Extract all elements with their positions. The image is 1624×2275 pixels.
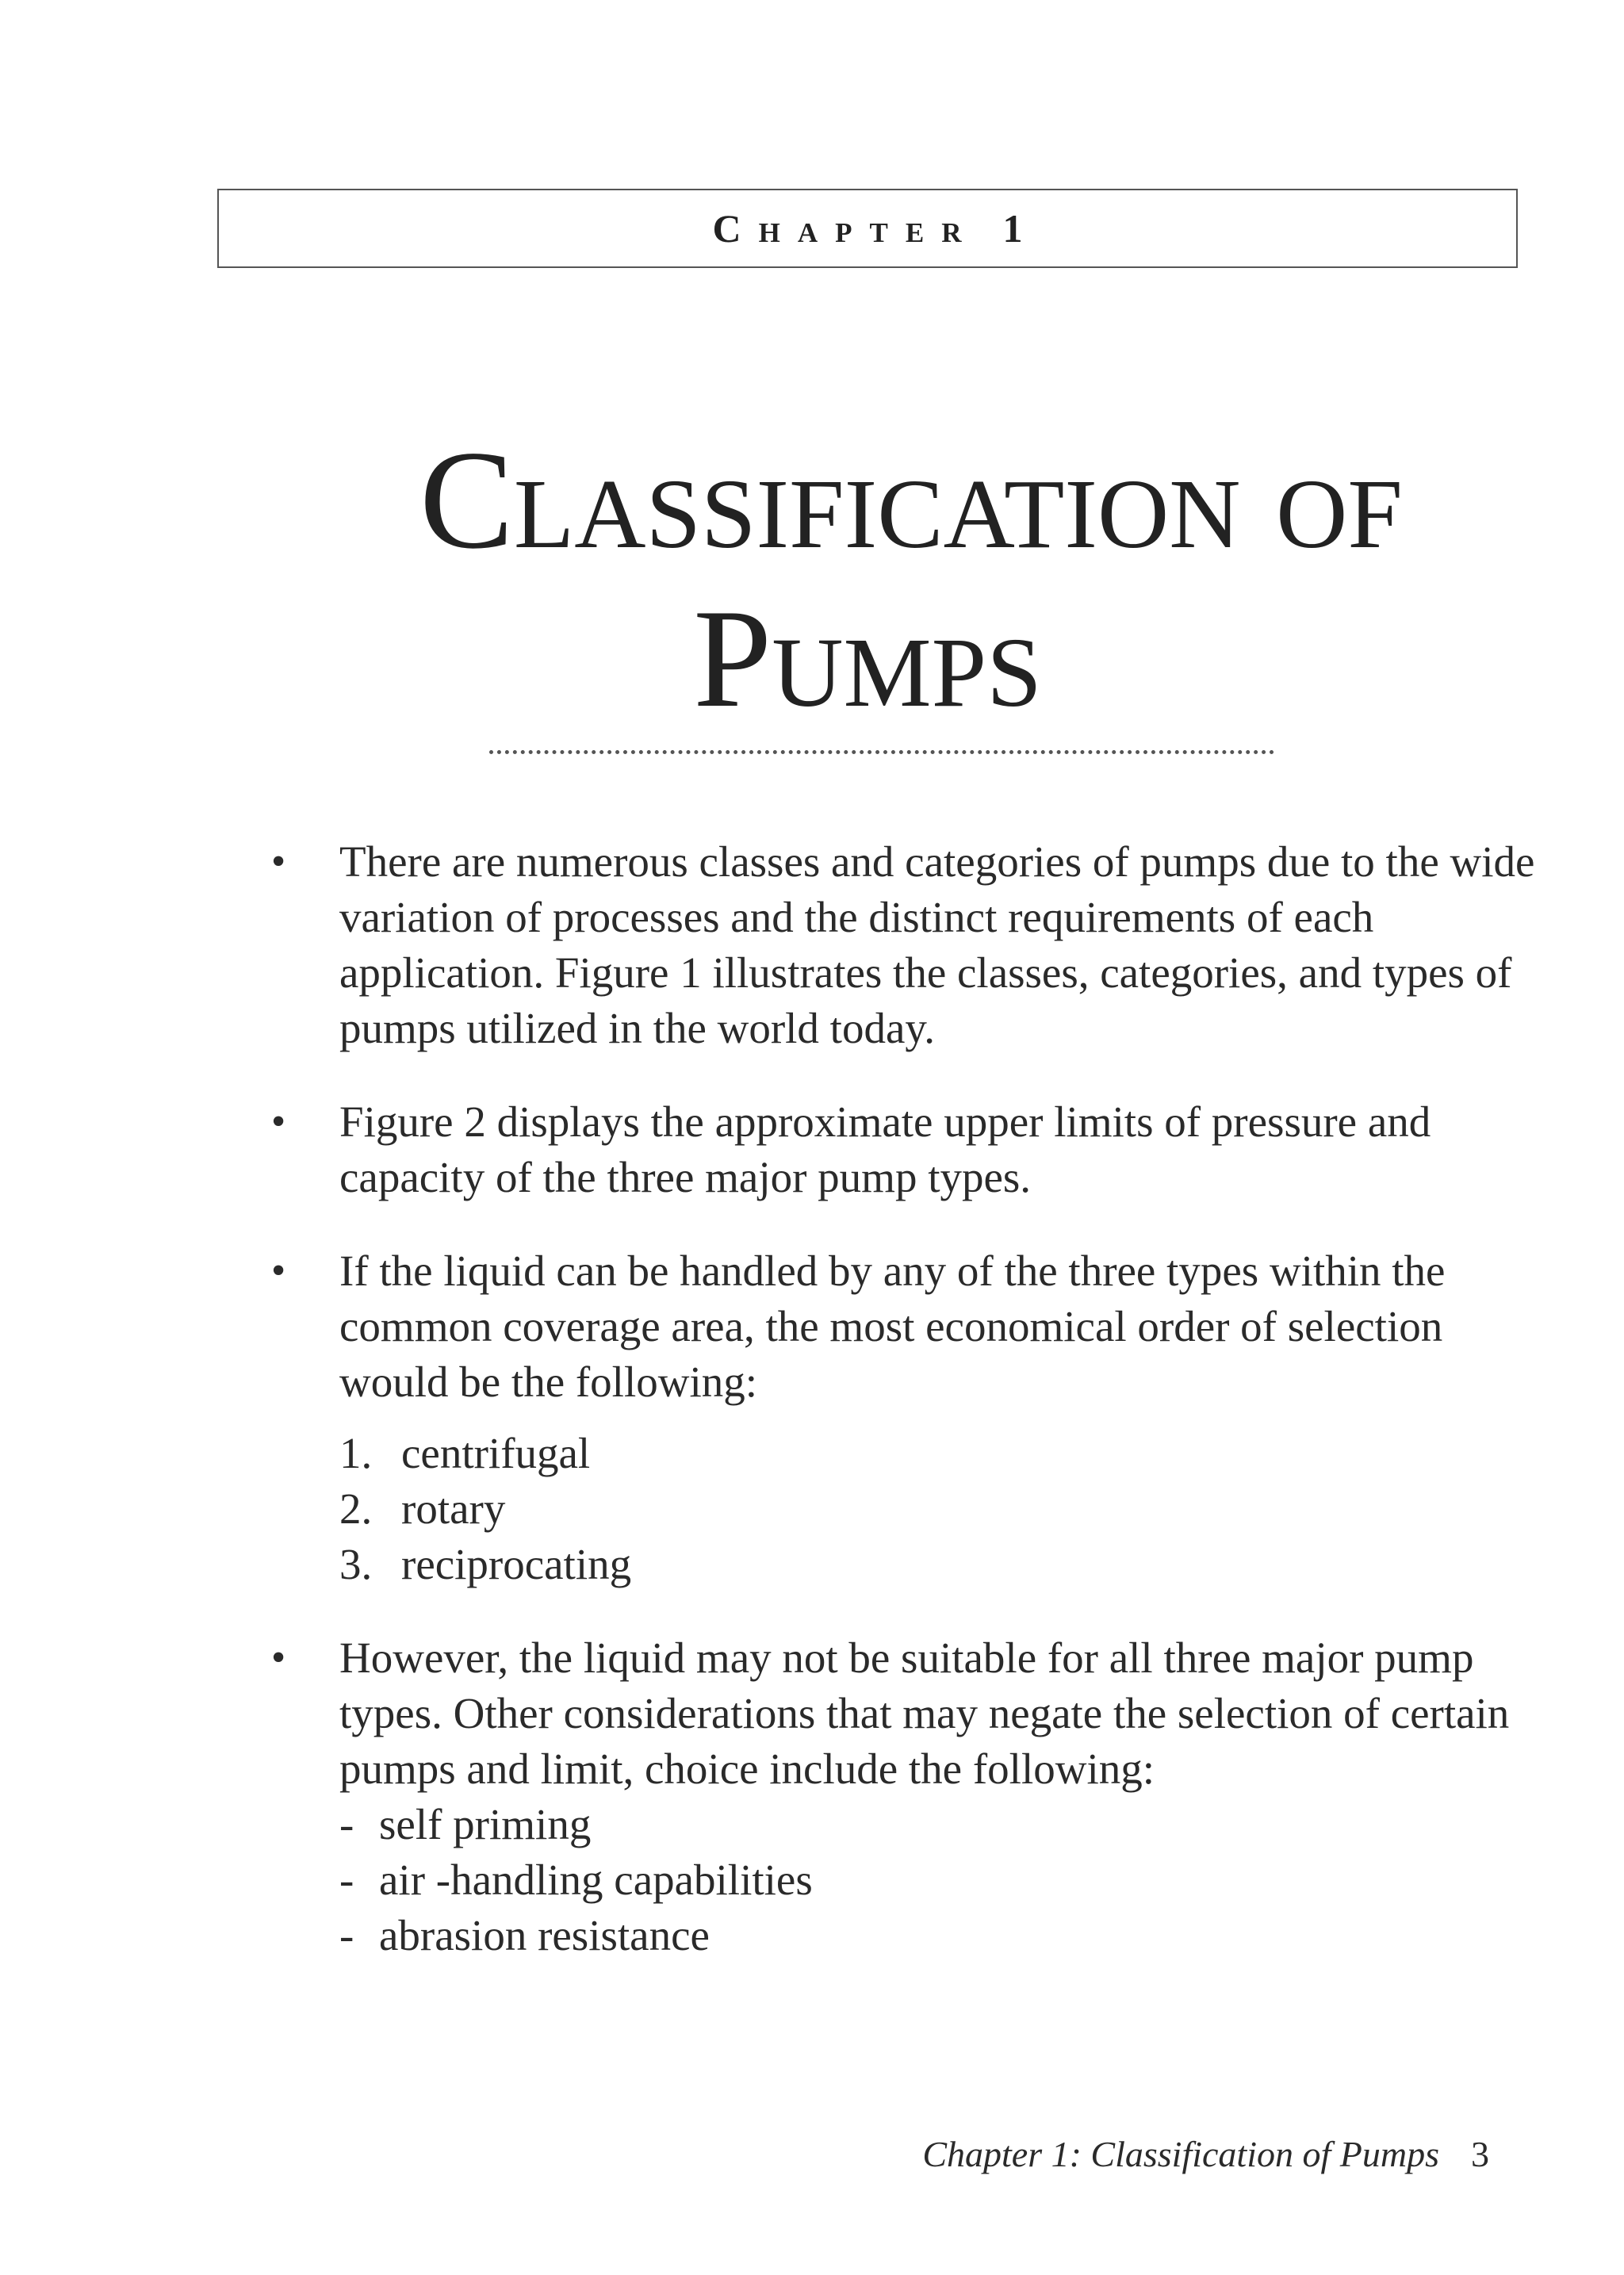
- dashed-list-item: [339, 1852, 1546, 1908]
- list-number: 2.: [339, 1484, 373, 1533]
- list-item-text: air -handling capabilities: [379, 1856, 813, 1904]
- running-head: Chapter 1: Classification of Pumps: [922, 2134, 1439, 2174]
- numbered-list-item: [339, 1481, 1546, 1537]
- dash-marker: -: [339, 1911, 354, 1959]
- list-item-text: centrifugal: [401, 1429, 591, 1477]
- bullet-icon: •: [271, 1635, 286, 1680]
- bullet-item: [262, 1243, 1546, 1592]
- dash-marker: -: [339, 1800, 354, 1848]
- bullet-item: [262, 1094, 1546, 1205]
- numbered-list: [339, 1426, 1546, 1592]
- bullet-text: If the liquid can be handled by any of the three types within the common coverage area, the most economical order of selection would be the following:: [339, 1247, 1446, 1406]
- dashed-list-item: [339, 1908, 1546, 1963]
- bullet-item: [262, 1630, 1546, 1963]
- bullet-icon: •: [271, 1099, 286, 1144]
- bullet-text: However, the liquid may not be suitable for all three major pump types. Other considerations that may negate the selection of certain pumps and limit, choice include the following:: [339, 1633, 1510, 1793]
- chapter-word: Chapter: [712, 206, 979, 251]
- list-item-text: rotary: [401, 1484, 506, 1533]
- page-footer: [922, 2133, 1489, 2175]
- chapter-label: [713, 205, 1023, 251]
- dash-marker: -: [339, 1856, 354, 1904]
- list-number: 1.: [339, 1429, 373, 1477]
- bullet-text: Figure 2 displays the approximate upper limits of pressure and capacity of the three major pump types.: [339, 1097, 1431, 1201]
- bullet-icon: •: [271, 1248, 286, 1293]
- dashed-list: [339, 1797, 1546, 1963]
- list-item-text: reciprocating: [401, 1540, 632, 1588]
- chapter-number: 1: [1002, 206, 1023, 251]
- page-number: 3: [1471, 2134, 1489, 2174]
- numbered-list-item: [339, 1537, 1546, 1592]
- list-item-text: self priming: [379, 1800, 592, 1848]
- chapter-header-box: [217, 189, 1518, 268]
- bullet-text: There are numerous classes and categories of pumps due to the wide variation of processes and the distinct requirements of each application. Figure 1 illustrates the classes, categories, and types of pumps utilized in the world today.: [339, 837, 1535, 1052]
- bullet-icon: •: [271, 839, 286, 884]
- page-title: [217, 420, 1518, 737]
- title-line-1: Classification of: [419, 421, 1403, 578]
- title-line-2: Pumps: [693, 580, 1042, 737]
- numbered-list-item: [339, 1426, 1546, 1481]
- bullet-item: [262, 834, 1546, 1056]
- list-number: 3.: [339, 1540, 373, 1588]
- dotted-divider: [489, 750, 1274, 754]
- body-content: [262, 834, 1546, 2001]
- dashed-list-item: [339, 1797, 1546, 1852]
- list-item-text: abrasion resistance: [379, 1911, 710, 1959]
